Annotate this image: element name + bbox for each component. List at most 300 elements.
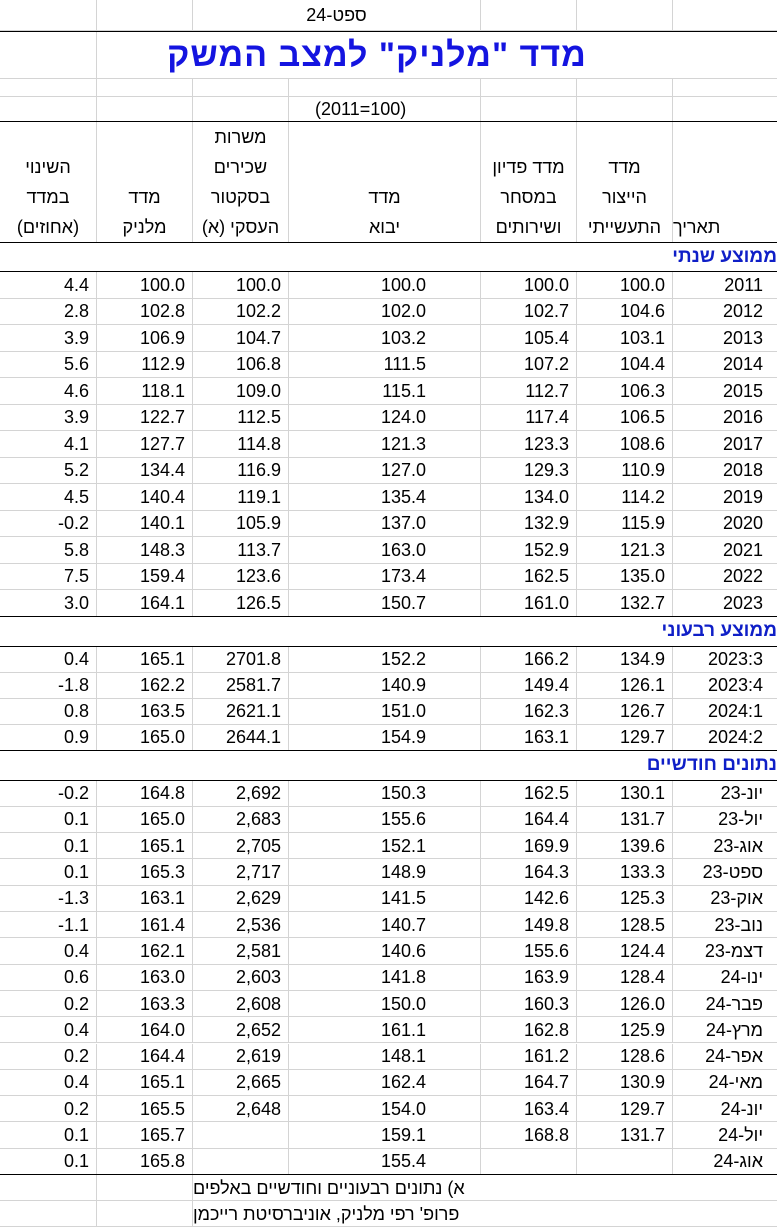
cell-industry[interactable] xyxy=(576,1017,672,1042)
table-row xyxy=(0,1017,777,1043)
cell-imports[interactable] xyxy=(288,991,480,1016)
cell-date[interactable] xyxy=(672,991,777,1016)
cell-change[interactable] xyxy=(0,431,96,457)
cell-date[interactable] xyxy=(672,325,777,351)
cell-date[interactable] xyxy=(672,699,777,724)
cell-trade[interactable] xyxy=(480,299,576,325)
cell-value: 152.2 xyxy=(380,649,426,669)
cell-trade[interactable] xyxy=(480,1070,576,1095)
cell-trade[interactable] xyxy=(480,484,576,510)
cell-melnik[interactable] xyxy=(96,299,192,325)
cell-trade[interactable] xyxy=(480,378,576,404)
cell-melnik[interactable] xyxy=(96,859,192,884)
cell-jobs[interactable] xyxy=(192,859,288,884)
cell-trade[interactable] xyxy=(480,991,576,1016)
cell-date[interactable] xyxy=(672,965,777,990)
cell-melnik[interactable] xyxy=(96,590,192,616)
cell-imports[interactable] xyxy=(288,781,480,806)
cell-melnik[interactable] xyxy=(96,1096,192,1121)
cell-value: 2,705 xyxy=(235,835,281,856)
cell-date[interactable] xyxy=(672,859,777,884)
cell-value: 102.7 xyxy=(523,301,569,322)
cell-change[interactable] xyxy=(0,859,96,884)
cell-date[interactable] xyxy=(672,352,777,378)
cell-imports[interactable] xyxy=(288,912,480,937)
cell-industry[interactable] xyxy=(576,405,672,431)
cell-trade[interactable] xyxy=(480,405,576,431)
cell-melnik[interactable] xyxy=(96,378,192,404)
cell-value: 164.7 xyxy=(523,1072,569,1093)
cell-imports[interactable] xyxy=(288,833,480,858)
cell-melnik[interactable] xyxy=(96,1070,192,1095)
cell-jobs[interactable] xyxy=(192,431,288,457)
footnote-1[interactable]: א) נתונים רבעוניים וחודשיים באלפים xyxy=(192,1175,777,1200)
cell-value: 127.0 xyxy=(380,460,426,481)
section-header-annual xyxy=(0,243,777,272)
cell-value: 150.3 xyxy=(380,783,426,804)
cell-industry[interactable] xyxy=(576,1149,672,1174)
cell-value: 115.9 xyxy=(621,513,665,534)
cell-trade[interactable] xyxy=(480,564,576,590)
cell-industry[interactable] xyxy=(576,1044,672,1069)
section-header-quarterly xyxy=(0,617,777,647)
cell-date[interactable] xyxy=(672,564,777,590)
cell-change[interactable] xyxy=(0,352,96,378)
cell-date[interactable] xyxy=(672,1096,777,1121)
cell-imports[interactable] xyxy=(288,458,480,484)
cell-melnik[interactable] xyxy=(96,781,192,806)
cell-imports[interactable] xyxy=(288,352,480,378)
cell-date[interactable] xyxy=(672,299,777,325)
cell-jobs[interactable] xyxy=(192,965,288,990)
cell-trade[interactable] xyxy=(480,590,576,616)
cell-jobs[interactable] xyxy=(192,378,288,404)
cell-change[interactable] xyxy=(0,833,96,858)
cell-industry[interactable] xyxy=(576,564,672,590)
cell-value: 121.3 xyxy=(619,539,665,560)
cell-date[interactable] xyxy=(672,1070,777,1095)
cell-imports[interactable] xyxy=(288,886,480,911)
header-change[interactable] xyxy=(0,122,96,242)
cell-value: 0.2 xyxy=(63,1046,89,1067)
cell-value: 100.0 xyxy=(523,274,569,295)
cell-value: 3.9 xyxy=(63,407,89,428)
cell-change[interactable] xyxy=(0,378,96,404)
cell-date[interactable] xyxy=(672,1149,777,1174)
cell-imports[interactable] xyxy=(288,484,480,510)
cell-value: 107.2 xyxy=(523,354,569,375)
table-row xyxy=(0,299,777,326)
cell-jobs[interactable] xyxy=(192,405,288,431)
footnote-2[interactable]: פרופ' רפי מלניק, אוניברסיטת רייכמן xyxy=(192,1201,777,1226)
cell-change[interactable] xyxy=(0,484,96,510)
cell-value: -1.1 xyxy=(57,914,89,935)
cell-trade[interactable] xyxy=(480,1096,576,1121)
section-title[interactable]: ממוצע שנתי xyxy=(672,246,777,267)
cell-imports[interactable] xyxy=(288,673,480,698)
cell-trade[interactable] xyxy=(480,537,576,563)
cell-value: 129.3 xyxy=(523,460,569,481)
cell-date[interactable] xyxy=(672,1017,777,1042)
cell-imports[interactable] xyxy=(288,590,480,616)
cell-value: -1.3 xyxy=(57,888,89,909)
header-date[interactable] xyxy=(672,122,777,242)
cell-melnik[interactable] xyxy=(96,537,192,563)
cell-jobs[interactable] xyxy=(192,781,288,806)
cell-date[interactable] xyxy=(672,807,777,832)
cell-value: 2015 xyxy=(722,380,763,401)
cell-industry[interactable] xyxy=(576,912,672,937)
cell-value: 2,665 xyxy=(235,1072,281,1093)
table-row xyxy=(0,886,777,912)
cell-jobs[interactable] xyxy=(192,325,288,351)
cell-imports[interactable] xyxy=(288,965,480,990)
cell-trade[interactable] xyxy=(480,325,576,351)
cell-imports[interactable] xyxy=(288,1122,480,1147)
header-line: בסקטור xyxy=(210,187,271,207)
cell-jobs[interactable] xyxy=(192,938,288,963)
cell-jobs[interactable] xyxy=(192,564,288,590)
cell-industry[interactable] xyxy=(576,965,672,990)
cell-change[interactable] xyxy=(0,1017,96,1042)
cell-change[interactable] xyxy=(0,1096,96,1121)
cell-change[interactable] xyxy=(0,807,96,832)
cell-industry[interactable] xyxy=(576,378,672,404)
cell-value: 0.9 xyxy=(63,727,89,747)
header-line: הייצור xyxy=(602,187,647,207)
cell-jobs[interactable] xyxy=(192,673,288,698)
cell-jobs[interactable] xyxy=(192,647,288,672)
cell-imports[interactable] xyxy=(288,859,480,884)
cell-industry[interactable] xyxy=(576,833,672,858)
cell-imports[interactable] xyxy=(288,1096,480,1121)
cell-industry[interactable] xyxy=(576,537,672,563)
cell-jobs[interactable] xyxy=(192,511,288,537)
cell-value: 164.1 xyxy=(139,592,185,613)
cell-imports[interactable] xyxy=(288,405,480,431)
cell-jobs[interactable] xyxy=(192,886,288,911)
footnote-row xyxy=(0,1201,777,1227)
header-line: מדד xyxy=(368,187,401,207)
cell-trade[interactable] xyxy=(480,1122,576,1147)
cell-trade[interactable] xyxy=(480,912,576,937)
cell-jobs[interactable] xyxy=(192,458,288,484)
cell-melnik[interactable] xyxy=(96,431,192,457)
cell-imports[interactable] xyxy=(288,1017,480,1042)
cell-value: 0.1 xyxy=(63,1151,89,1172)
cell-date[interactable] xyxy=(672,272,777,298)
cell-value: 141.5 xyxy=(380,888,426,909)
cell-change[interactable] xyxy=(0,725,96,750)
cell-industry[interactable] xyxy=(576,431,672,457)
cell-jobs[interactable] xyxy=(192,484,288,510)
table-row xyxy=(0,352,777,379)
cell-industry[interactable] xyxy=(576,991,672,1016)
table-row xyxy=(0,590,777,617)
cell-change[interactable] xyxy=(0,564,96,590)
cell-melnik[interactable] xyxy=(96,833,192,858)
cell-change[interactable] xyxy=(0,537,96,563)
cell-value: -0.2 xyxy=(57,783,89,804)
footnote-row xyxy=(0,1175,777,1201)
cell-industry[interactable] xyxy=(576,272,672,298)
cell-value: 133.3 xyxy=(619,862,665,883)
cell-industry[interactable] xyxy=(576,325,672,351)
cell-imports[interactable] xyxy=(288,299,480,325)
cell-imports[interactable] xyxy=(288,564,480,590)
cell-value: 163.5 xyxy=(139,701,185,721)
cell-change[interactable] xyxy=(0,647,96,672)
cell-date[interactable] xyxy=(672,405,777,431)
cell-industry[interactable] xyxy=(576,590,672,616)
header-melnik[interactable] xyxy=(96,122,192,242)
cell-melnik[interactable] xyxy=(96,673,192,698)
cell-industry[interactable] xyxy=(576,699,672,724)
cell-value: 165.5 xyxy=(139,1098,185,1119)
cell-change[interactable] xyxy=(0,590,96,616)
cell-date[interactable] xyxy=(672,537,777,563)
cell-melnik[interactable] xyxy=(96,807,192,832)
cell-value: 126.5 xyxy=(235,592,281,613)
section-title[interactable]: נתונים חודשיים xyxy=(646,754,777,775)
cell-date[interactable] xyxy=(672,725,777,750)
cell-trade[interactable] xyxy=(480,1017,576,1042)
cell-jobs[interactable] xyxy=(192,590,288,616)
cell-melnik[interactable] xyxy=(96,1017,192,1042)
cell-jobs[interactable] xyxy=(192,991,288,1016)
cell-melnik[interactable] xyxy=(96,484,192,510)
cell-melnik[interactable] xyxy=(96,1149,192,1174)
cell-value: 142.6 xyxy=(523,888,569,909)
cell-value: 5.6 xyxy=(63,354,89,375)
cell-change[interactable] xyxy=(0,781,96,806)
cell-date[interactable] xyxy=(672,1122,777,1147)
cell-trade[interactable] xyxy=(480,833,576,858)
cell-date[interactable] xyxy=(672,484,777,510)
cell-date[interactable] xyxy=(672,912,777,937)
cell-trade[interactable] xyxy=(480,352,576,378)
cell-change[interactable] xyxy=(0,1070,96,1095)
cell-change[interactable] xyxy=(0,673,96,698)
cell-melnik[interactable] xyxy=(96,1044,192,1069)
cell-industry[interactable] xyxy=(576,938,672,963)
cell-trade[interactable] xyxy=(480,458,576,484)
cell-jobs[interactable] xyxy=(192,1122,288,1147)
cell-melnik[interactable] xyxy=(96,965,192,990)
cell-trade[interactable] xyxy=(480,859,576,884)
cell-date[interactable] xyxy=(672,511,777,537)
cell-industry[interactable] xyxy=(576,781,672,806)
cell-trade[interactable] xyxy=(480,807,576,832)
cell-jobs[interactable] xyxy=(192,1149,288,1174)
cell-value: 109.0 xyxy=(235,380,281,401)
cell-change[interactable] xyxy=(0,1122,96,1147)
cell-jobs[interactable] xyxy=(192,1017,288,1042)
cell-melnik[interactable] xyxy=(96,564,192,590)
cell-jobs[interactable] xyxy=(192,912,288,937)
cell-date[interactable] xyxy=(672,378,777,404)
cell-imports[interactable] xyxy=(288,511,480,537)
cell-industry[interactable] xyxy=(576,725,672,750)
cell-jobs[interactable] xyxy=(192,807,288,832)
cell-melnik[interactable] xyxy=(96,938,192,963)
cell-industry[interactable] xyxy=(576,807,672,832)
table-row xyxy=(0,859,777,885)
cell-change[interactable] xyxy=(0,299,96,325)
cell-melnik[interactable] xyxy=(96,991,192,1016)
table-row xyxy=(0,537,777,564)
cell-melnik[interactable] xyxy=(96,886,192,911)
cell-value: 2,536 xyxy=(235,914,281,935)
cell-industry[interactable] xyxy=(576,673,672,698)
cell-jobs[interactable] xyxy=(192,352,288,378)
cell-imports[interactable] xyxy=(288,1070,480,1095)
cell-date[interactable] xyxy=(672,833,777,858)
cell-value: 106.5 xyxy=(619,407,665,428)
cell-imports[interactable] xyxy=(288,938,480,963)
cell-change[interactable] xyxy=(0,325,96,351)
cell-melnik[interactable] xyxy=(96,405,192,431)
cell-melnik[interactable] xyxy=(96,1122,192,1147)
cell-imports[interactable] xyxy=(288,1044,480,1069)
cell-imports[interactable] xyxy=(288,325,480,351)
cell-value: 173.4 xyxy=(380,566,426,587)
cell-imports[interactable] xyxy=(288,699,480,724)
cell-industry[interactable] xyxy=(576,484,672,510)
cell-imports[interactable] xyxy=(288,537,480,563)
cell-jobs[interactable] xyxy=(192,537,288,563)
cell-change[interactable] xyxy=(0,458,96,484)
cell-date[interactable] xyxy=(672,458,777,484)
cell-trade[interactable] xyxy=(480,431,576,457)
cell-imports[interactable] xyxy=(288,647,480,672)
cell-change[interactable] xyxy=(0,511,96,537)
cell-melnik[interactable] xyxy=(96,699,192,724)
cell-trade[interactable] xyxy=(480,511,576,537)
cell-change[interactable] xyxy=(0,965,96,990)
cell-jobs[interactable] xyxy=(192,299,288,325)
cell-trade[interactable] xyxy=(480,938,576,963)
cell-value: 0.4 xyxy=(63,940,89,961)
cell-melnik[interactable] xyxy=(96,647,192,672)
cell-date[interactable] xyxy=(672,647,777,672)
cell-change[interactable] xyxy=(0,272,96,298)
header-imports[interactable] xyxy=(288,122,480,242)
cell-melnik[interactable] xyxy=(96,325,192,351)
cell-imports[interactable] xyxy=(288,725,480,750)
cell-industry[interactable] xyxy=(576,1122,672,1147)
cell-value: 134.9 xyxy=(619,649,665,669)
cell-value: 164.4 xyxy=(523,809,569,830)
cell-industry[interactable] xyxy=(576,1096,672,1121)
cell-value: אפר-24 xyxy=(705,1046,763,1067)
cell-change[interactable] xyxy=(0,405,96,431)
cell-value: 126.0 xyxy=(619,993,665,1014)
cell-trade[interactable] xyxy=(480,647,576,672)
cell-date[interactable] xyxy=(672,781,777,806)
cell-melnik[interactable] xyxy=(96,912,192,937)
cell-date[interactable] xyxy=(672,938,777,963)
cell-industry[interactable] xyxy=(576,647,672,672)
section-title[interactable]: ממוצע רבעוני xyxy=(661,620,777,641)
cell-trade[interactable] xyxy=(480,1044,576,1069)
cell-industry[interactable] xyxy=(576,859,672,884)
cell-jobs[interactable] xyxy=(192,1096,288,1121)
header-industry[interactable] xyxy=(576,122,672,242)
cell-value: 104.4 xyxy=(619,354,665,375)
cell-date[interactable] xyxy=(672,1044,777,1069)
cell-trade[interactable] xyxy=(480,1149,576,1174)
cell-value: 163.9 xyxy=(523,967,569,988)
cell-jobs[interactable] xyxy=(192,725,288,750)
cell-trade[interactable] xyxy=(480,699,576,724)
cell-change[interactable] xyxy=(0,886,96,911)
cell-value: 139.6 xyxy=(619,835,665,856)
cell-imports[interactable] xyxy=(288,272,480,298)
cell-jobs[interactable] xyxy=(192,833,288,858)
cell-value: 128.6 xyxy=(619,1046,665,1067)
cell-change[interactable] xyxy=(0,912,96,937)
cell-trade[interactable] xyxy=(480,673,576,698)
cell-date[interactable] xyxy=(672,673,777,698)
cell-value: 2020 xyxy=(722,513,763,534)
cell-date[interactable] xyxy=(672,590,777,616)
cell-imports[interactable] xyxy=(288,1149,480,1174)
cell-imports[interactable] xyxy=(288,431,480,457)
cell-change[interactable] xyxy=(0,699,96,724)
section-header-monthly xyxy=(0,751,777,781)
cell-trade[interactable] xyxy=(480,725,576,750)
cell-date[interactable] xyxy=(672,431,777,457)
cell-value: 110.9 xyxy=(621,460,665,481)
cell-value: 103.2 xyxy=(380,327,426,348)
cell-date[interactable] xyxy=(672,886,777,911)
cell-change[interactable] xyxy=(0,991,96,1016)
cell-industry[interactable] xyxy=(576,352,672,378)
cell-value: 160.3 xyxy=(523,993,569,1014)
cell-melnik[interactable] xyxy=(96,725,192,750)
cell-melnik[interactable] xyxy=(96,272,192,298)
cell-value: 148.9 xyxy=(380,862,426,883)
cell-melnik[interactable] xyxy=(96,352,192,378)
cell-industry[interactable] xyxy=(576,299,672,325)
cell-melnik[interactable] xyxy=(96,458,192,484)
header-jobs[interactable] xyxy=(192,122,288,242)
cell-value: יונ-23 xyxy=(720,783,763,804)
cell-imports[interactable] xyxy=(288,378,480,404)
cell-industry[interactable] xyxy=(576,511,672,537)
cell-jobs[interactable] xyxy=(192,1044,288,1069)
cell-jobs[interactable] xyxy=(192,699,288,724)
cell-imports[interactable] xyxy=(288,807,480,832)
cell-change[interactable] xyxy=(0,1044,96,1069)
cell-value: 165.8 xyxy=(139,1151,185,1172)
cell-change[interactable] xyxy=(0,938,96,963)
cell-melnik[interactable] xyxy=(96,511,192,537)
cell-industry[interactable] xyxy=(576,458,672,484)
cell-change[interactable] xyxy=(0,1149,96,1174)
cell-trade[interactable] xyxy=(480,965,576,990)
cell-trade[interactable] xyxy=(480,272,576,298)
cell-jobs[interactable] xyxy=(192,272,288,298)
cell-trade[interactable] xyxy=(480,781,576,806)
header-trade[interactable] xyxy=(480,122,576,242)
cell-jobs[interactable] xyxy=(192,1070,288,1095)
cell-industry[interactable] xyxy=(576,886,672,911)
cell-value: 111.5 xyxy=(383,354,426,375)
cell-industry[interactable] xyxy=(576,1070,672,1095)
cell-trade[interactable] xyxy=(480,886,576,911)
